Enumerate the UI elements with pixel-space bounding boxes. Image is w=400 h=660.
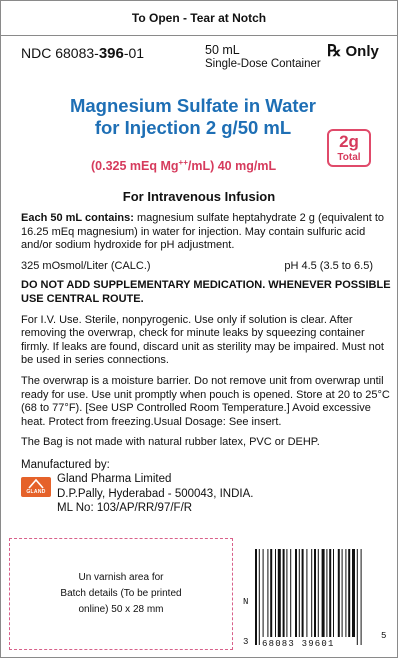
ndc-prefix: NDC 68083- (21, 45, 99, 61)
contents-paragraph (21, 212, 393, 253)
manufacturer-details (57, 472, 253, 516)
barcode-bar (322, 549, 325, 637)
barcode-bar (302, 549, 304, 637)
concentration-sup: ++ (178, 158, 188, 167)
latex-statement: The Bag is not made with natural rubber latex, PVC or DEHP. (21, 436, 320, 449)
route-heading: For Intravenous Infusion (122, 189, 276, 204)
barcode-side-left-bottom: 3 (243, 637, 249, 647)
barcode (243, 549, 393, 653)
rx-only (327, 41, 379, 60)
volume-block (205, 43, 321, 71)
barcode-bar (270, 549, 272, 637)
barcode-bar (311, 549, 312, 637)
barcode-bar (278, 549, 281, 637)
barcode-bar (326, 549, 327, 637)
barcode-bar (299, 549, 300, 637)
osmolarity: 325 mOsmol/Liter (CALC.) (21, 259, 151, 272)
label-body (21, 212, 393, 457)
storage-instructions: The overwrap is a moisture barrier. Do not remove unit from overwrap until ready for use. Use unit promptly when pouch is opened. Store at 20 to 25°C (68 to 77°F). [See USP Controlled Room Temperature.] Avoid excessive heat. Protect from freezing.Usual Dosage: See insert. (21, 374, 390, 428)
logo-text: GLAND (26, 489, 46, 495)
barcode-bar (283, 549, 285, 637)
tear-notch-text: To Open - Tear at Notch (131, 11, 267, 25)
product-title-line1: Magnesium Sulfate in Water (69, 95, 317, 116)
rx-icon: ℞ (327, 41, 342, 60)
concentration-post: /mL) 40 mg/mL (187, 159, 277, 174)
volume: 50 mL (205, 43, 240, 57)
barcode-bar (348, 549, 350, 637)
badge-label: Total (337, 152, 361, 163)
barcode-bar (352, 549, 355, 637)
gland-logo (21, 477, 51, 497)
concentration-pre: (0.325 mEq Mg (91, 159, 179, 174)
barcode-bar (333, 549, 334, 637)
badge-amount: 2g (339, 132, 359, 151)
manufactured-by-heading: Manufactured by: (21, 459, 110, 471)
barcode-bar (342, 549, 343, 637)
barcode-bar (306, 549, 307, 637)
barcode-bar (295, 549, 297, 637)
barcode-bars (243, 549, 393, 653)
ndc-suffix: -01 (123, 45, 145, 61)
barcode-bar (267, 549, 268, 637)
ph-value: pH 4.5 (3.5 to 6.5) (284, 259, 373, 272)
barcode-bar (329, 549, 331, 637)
osmolarity-ph-row (21, 260, 373, 274)
barcode-bar (357, 549, 358, 645)
barcode-bar (275, 549, 276, 637)
barcode-side-left-top: N (243, 597, 249, 607)
unvarnished-batch-area (9, 538, 233, 650)
contents-lead: Each 50 mL contains: (21, 212, 134, 224)
tear-notch-strip[interactable] (1, 1, 397, 36)
barcode-bar (338, 549, 340, 637)
varnish-line1: Un varnish area for (78, 572, 164, 583)
manufacturer-address: D.P.Pally, Hyderabad - 500043, INDIA. (57, 487, 254, 500)
barcode-bar (286, 549, 287, 637)
barcode-bar (290, 549, 291, 637)
container-type: Single-Dose Container (205, 58, 321, 70)
manufacturer-name: Gland Pharma Limited (57, 473, 172, 485)
barcode-bar (255, 549, 257, 645)
barcode-bar (259, 549, 260, 645)
use-instructions: For I.V. Use. Sterile, nonpyrogenic. Use only if solution is clear. After removing the overwrap, check for minute leaks by squeezing container firmly. If leaks are found, discard unit as sterility may be impaired. Must not be used in series connections. (21, 313, 384, 367)
ndc-product-code: 396 (98, 45, 124, 62)
barcode-bar (314, 549, 316, 637)
barcode-bar (361, 549, 362, 645)
contents-text: magnesium sulfate heptahydrate 2 g (equivalent to 16.25 mEq magnesium) in water for injection. May contain sulfuric acid and/or sodium hydroxide for pH adjustment. (21, 212, 384, 252)
barcode-bar (345, 549, 346, 637)
varnish-line2: Batch details (To be printed (60, 588, 182, 599)
product-title-line2: for Injection 2 g/50 mL (94, 117, 292, 138)
barcode-digits: 68083 39601 (262, 639, 335, 649)
barcode-side-right: 5 (381, 631, 387, 641)
barcode-bar (263, 549, 264, 637)
ndc-number (21, 45, 144, 62)
total-strength-badge (327, 129, 371, 167)
rx-only-text: Only (345, 43, 379, 60)
concentration (91, 158, 276, 173)
varnish-line3: online) 50 x 28 mm (78, 604, 164, 615)
warning-text: DO NOT ADD SUPPLEMENTARY MEDICATION. WHENEVER POSSIBLE USE CENTRAL ROUTE. (21, 279, 391, 305)
manufacturer-license: ML No: 103/AP/RR/97/F/R (57, 502, 193, 514)
barcode-bar (318, 549, 319, 637)
